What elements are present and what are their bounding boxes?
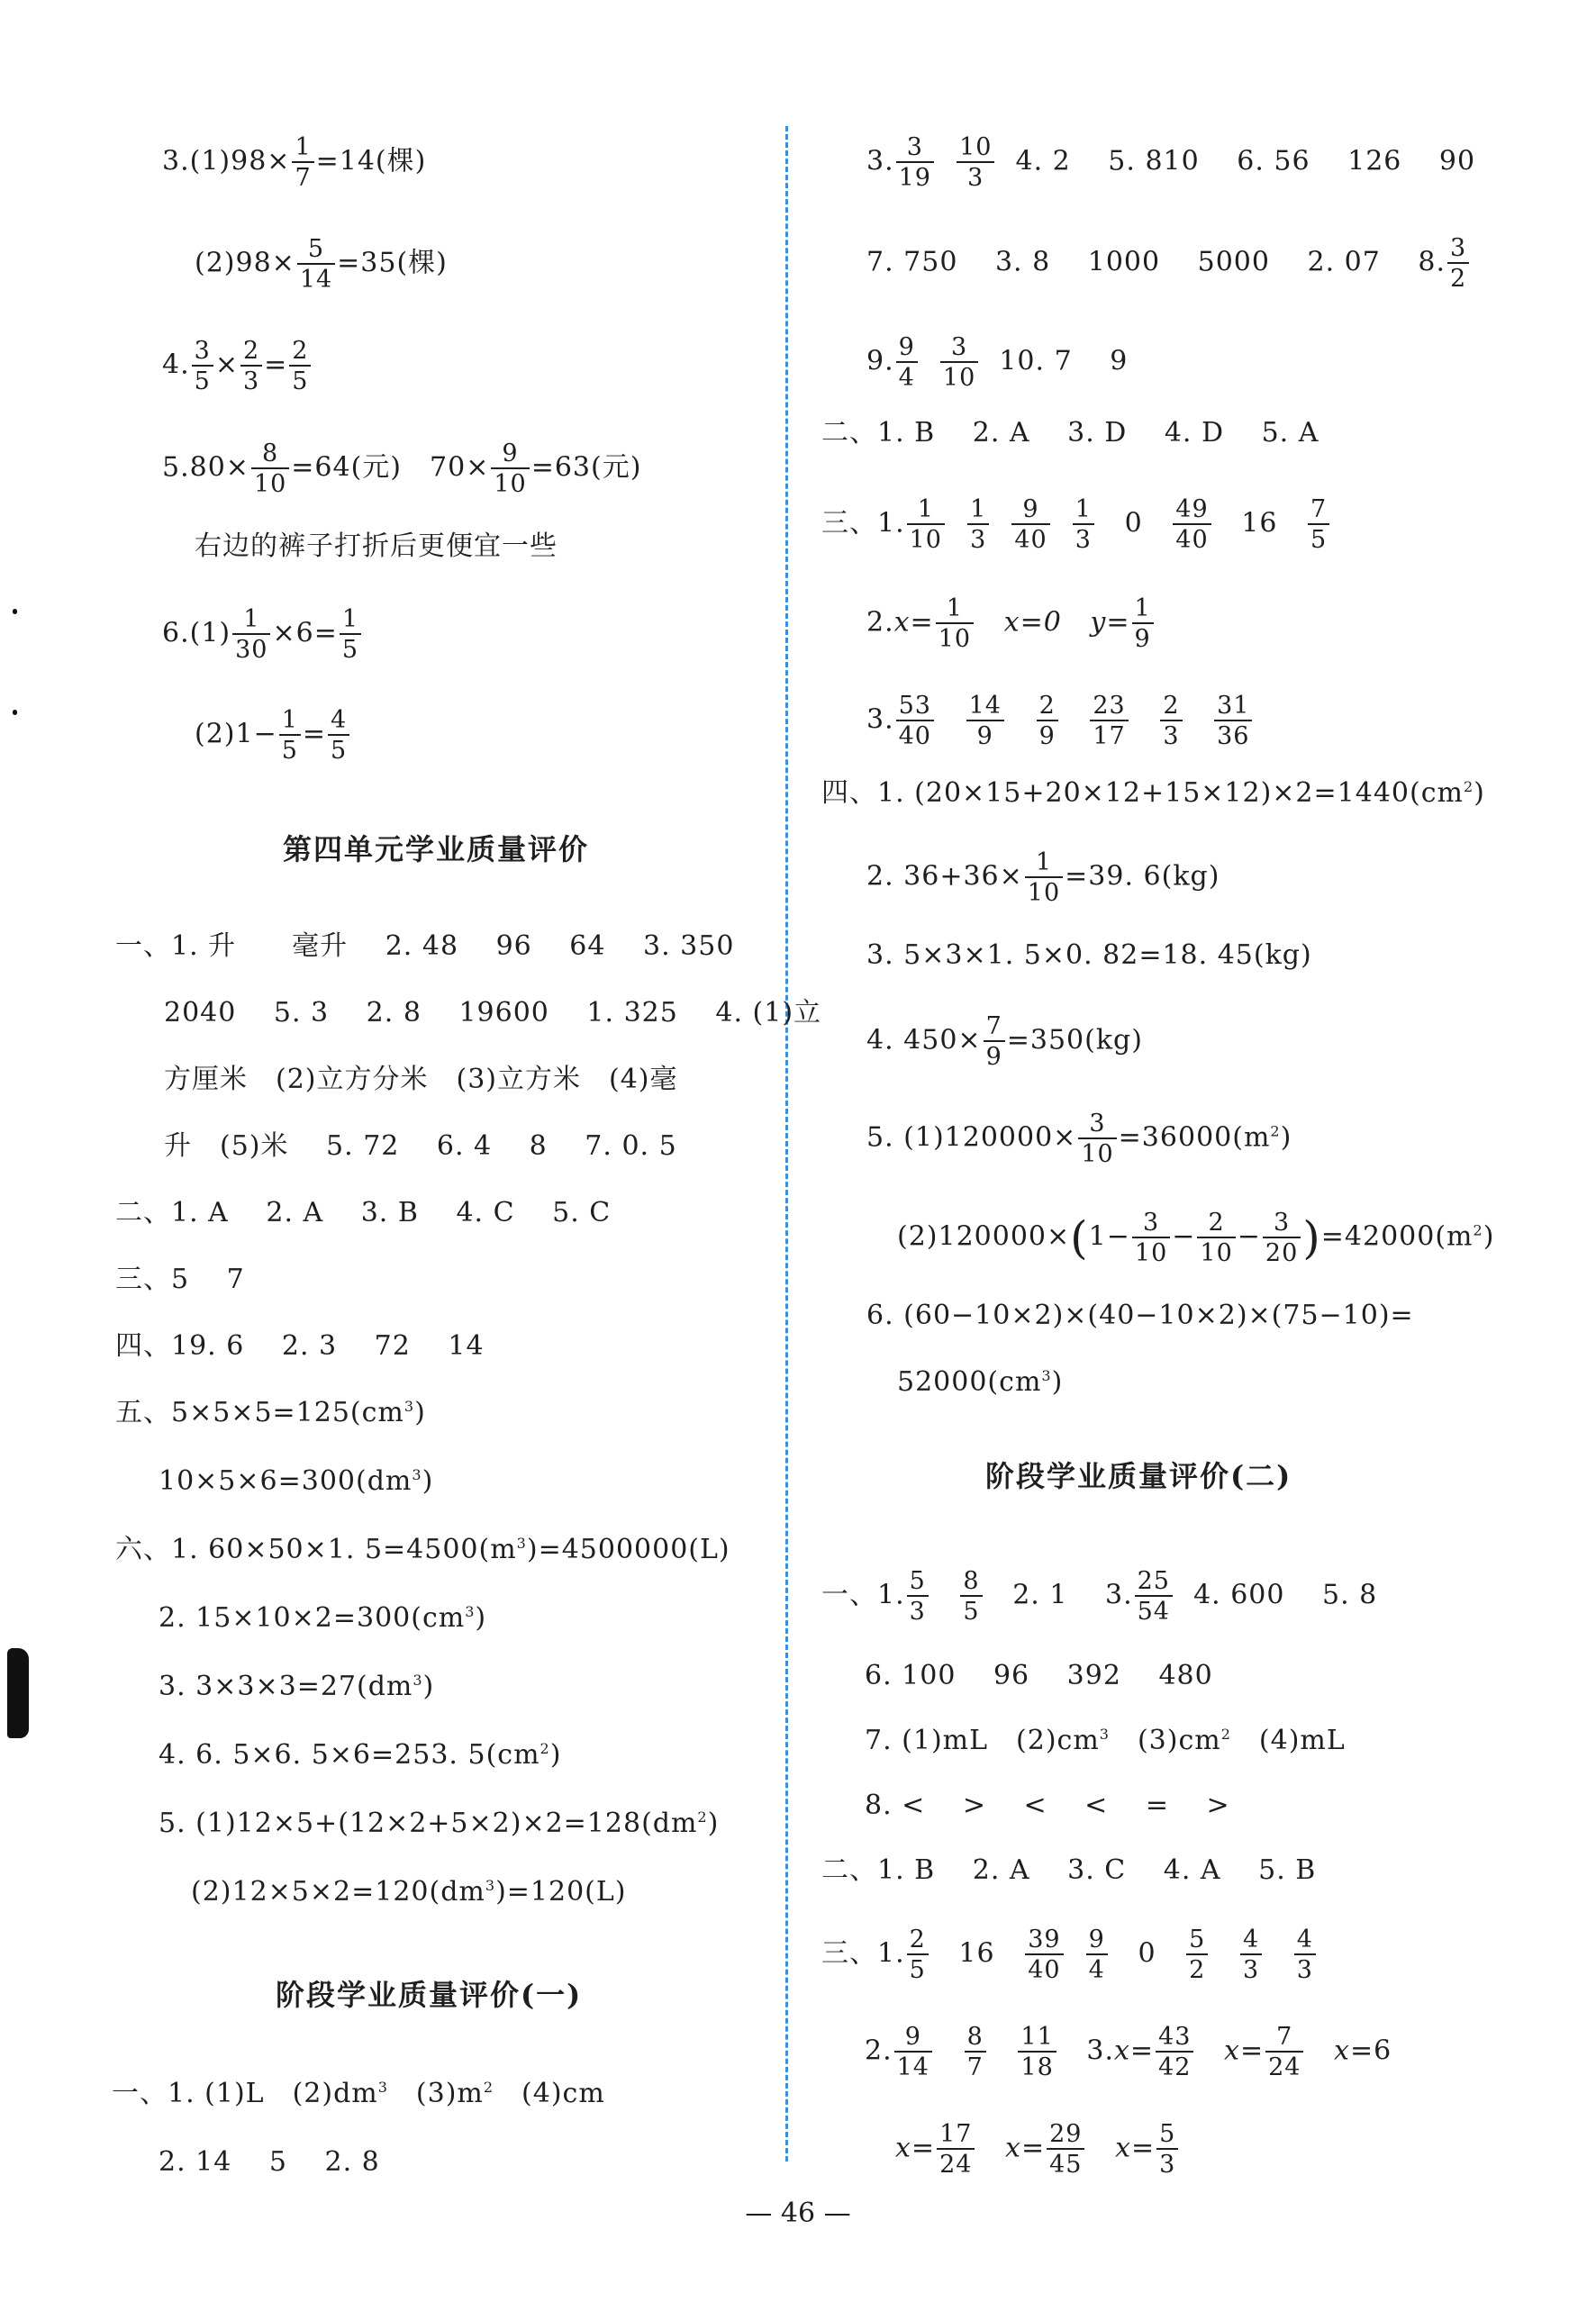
answer-line: 2. 36+36× $\frac{1}{10}$ =39. 6(kg) <box>866 848 1220 907</box>
answer-line: 3.(1)98× $\frac{1}{7}$ =14(棵) <box>162 133 427 192</box>
answer-line: 7. 750 3. 8 1000 5000 2. 07 8. $\frac{3}{2}$ <box>866 236 1471 291</box>
answer-line: (2)98× $\frac{5}{14}$ =35(棵) <box>195 235 448 294</box>
answer-line: (2)120000×(1− $\frac{3}{10}$ − $\frac{2}{10}$ − $\frac{3}{20}$ )$=42000(m^2)$ <box>897 1209 1495 1267</box>
answer-line: 升 (5)米 5. 72 6. 4 8 7. 0. 5 <box>164 1130 677 1162</box>
answer-line: 2. $\frac{9}{14}$ $\frac{8}{7}$ $\frac{11}{18}$ 3.x= $\frac{43}{42}$ x= $\frac{7}{24}$ x=6 <box>865 2023 1392 2081</box>
answer-line: 右边的裤子打折后更便宜一些 <box>195 530 558 562</box>
answer-line: 5. $(1)12\times 5+(12\times 2+5\times 2)\times 2=128(dm^2)$ <box>159 1808 720 1839</box>
answer-line: 三、5 7 <box>115 1264 245 1295</box>
answer-line: 五、$5\times 5\times 5=125(cm^3)$ <box>115 1397 426 1428</box>
answer-line: 2.x= $\frac{1}{10}$ x=0 y= $\frac{1}{9}$ <box>866 596 1156 651</box>
answer-line: 2040 5. 3 2. 8 19600 1. 325 4. (1)立 <box>164 997 822 1029</box>
answer-line: 四、1. $(20\times 15+20\times 12+15\times 12)\times 2=1440(cm^2)$ <box>821 777 1485 809</box>
answer-line: 四、19. 6 2. 3 72 14 <box>115 1330 485 1362</box>
answer-line: 6.(1) $\frac{1}{30}$ ×6= $\frac{1}{5}$ <box>162 607 363 662</box>
answer-line: 2. 14 5 2. 8 <box>159 2146 380 2178</box>
answer-line: 3. $3\times 3\times 3=27(dm^3)$ <box>159 1671 435 1702</box>
answer-line: (2)1− $\frac{1}{5}$ = $\frac{4}{5}$ <box>195 708 351 763</box>
answer-line: $52000(cm^3)$ <box>897 1366 1064 1398</box>
answer-line: $(2)12\times 5\times 2=120(dm^3)=120(L)$ <box>191 1876 627 1908</box>
section-title: 阶段学业质量评价(二) <box>985 1459 1292 1493</box>
page-number: — 46 — <box>745 2198 851 2229</box>
answer-line: 4. 450× $\frac{7}{9}$ =350(kg) <box>866 1012 1143 1071</box>
answer-line: 一、1. 升 毫升 2. 48 96 64 3. 350 <box>115 930 735 962</box>
answer-line: 二、1. B 2. A 3. C 4. A 5. B <box>821 1854 1317 1886</box>
answer-line: 二、1. A 2. A 3. B 4. C 5. C <box>115 1197 612 1228</box>
answer-line: 5. (1)120000× $\frac{3}{10}$ $=36000(m^2)$ <box>866 1110 1292 1168</box>
answer-line: 3. $\frac{3}{19}$ $\frac{10}{3}$ 4. 2 5. 810 6. 56 126 90 <box>866 133 1476 192</box>
answer-line: 8. < > < < = > <box>865 1790 1230 1821</box>
answer-line: 5.80× $\frac{8}{10}$ =64(元) 70× $\frac{9}{10}$ =63(元) <box>162 440 642 498</box>
answer-line: $10\times 5\times 6=300(dm^3)$ <box>159 1465 434 1497</box>
answer-line: 二、1. B 2. A 3. D 4. D 5. A <box>821 417 1319 449</box>
answer-line: 9. $\frac{9}{4}$ $\frac{3}{10}$ 10. 7 9 <box>866 333 1129 392</box>
answer-line: 3. 5×3×1. 5×0. 82=18. 45(kg) <box>866 939 1312 971</box>
answer-line: 6. 100 96 392 480 <box>865 1660 1213 1691</box>
answer-line: 方厘米 (2)立方分米 (3)立方米 (4)毫 <box>164 1064 678 1095</box>
answer-line: x= $\frac{17}{24}$ x= $\frac{29}{45}$ x= $\frac{5}{3}$ <box>895 2122 1180 2177</box>
scan-mark <box>13 710 17 715</box>
answer-line: 4. 6. 5×6. 5×6=253. $5(cm^2)$ <box>159 1739 562 1771</box>
answer-line: 7. (1)mL $(2)cm^3$ $(3)cm^2$ (4)mL <box>865 1725 1346 1756</box>
scan-mark <box>7 1648 29 1738</box>
section-title: 第四单元学业质量评价 <box>283 832 590 866</box>
answer-line: 一、1. (1)L $(2)dm^3$ $(3)m^2$ (4)cm <box>112 2078 605 2109</box>
answer-line: 3. $\frac{53}{40}$ $\frac{14}{9}$ $\frac{2}{9}$ $\frac{23}{17}$ $\frac{2}{3}$ $\frac{31}{36}$ <box>866 693 1254 748</box>
answer-line: 4. $\frac{3}{5}$ × $\frac{2}{3}$ = $\frac{2}{5}$ <box>162 339 313 394</box>
column-divider <box>785 126 788 2162</box>
scan-mark <box>13 609 17 614</box>
answer-line: 六、1. 60×50×1. $5=4500(m^3)=4500000(L)$ <box>115 1534 730 1565</box>
answer-line: 一、1. $\frac{5}{3}$ $\frac{8}{5}$ 2. 1 3. $\frac{25}{54}$ 4. 600 5. 8 <box>821 1567 1378 1626</box>
answer-line: 6. (60−10×2)×(40−10×2)×(75−10)= <box>866 1300 1414 1331</box>
section-title: 阶段学业质量评价(一) <box>276 1978 583 2012</box>
answer-line: 2. $15\times 10\times 2=300(cm^3)$ <box>159 1602 487 1634</box>
answer-line: 三、1. $\frac{2}{5}$ 16 $\frac{39}{40}$ $\frac{9}{4}$ 0 $\frac{5}{2}$ $\frac{4}{3}$ $\frac{4}{3}$ <box>821 1927 1318 1982</box>
answer-line: 三、1. $\frac{1}{10}$ $\frac{1}{3}$ $\frac{9}{40}$ $\frac{1}{3}$ 0 $\frac{49}{40}$ 16 $\frac{7}{5}$ <box>821 497 1331 552</box>
